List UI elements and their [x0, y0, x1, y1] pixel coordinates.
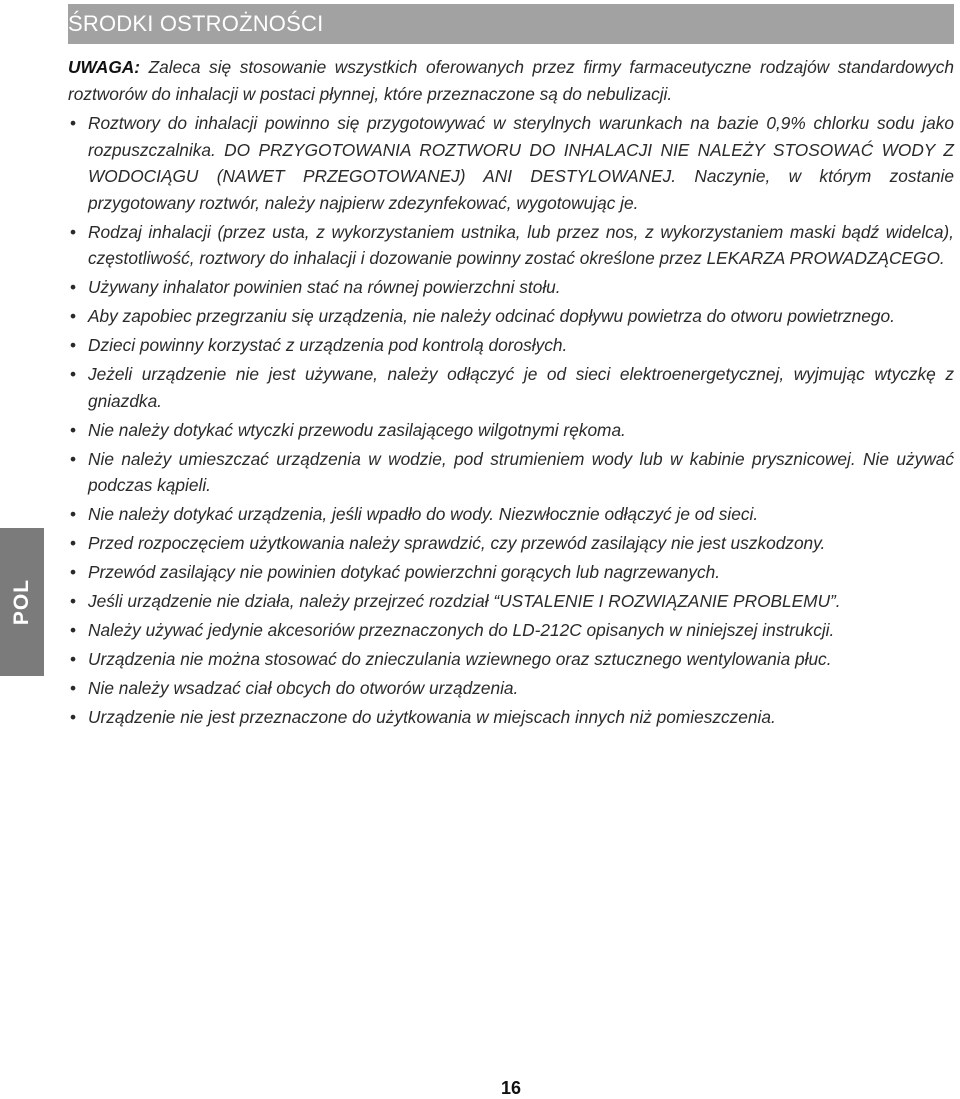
bullet-dot-icon: •: [70, 221, 77, 242]
list-item-text: Nie należy umieszczać urządzenia w wodzie, pod strumieniem wody lub w kabinie prysznicowej. Nie używać podczas kąpieli.: [88, 448, 954, 495]
bullet-dot-icon: •: [70, 591, 77, 611]
section-title: ŚRODKI OSTROŻNOŚCI: [68, 11, 324, 36]
bullet-dot-icon: •: [70, 678, 77, 698]
list-item: [68, 704, 954, 731]
list-item-text: Rodzaj inhalacji (przez usta, z wykorzystaniem ustnika, lub przez nos, z wykorzystaniem maski bądź widelca), częstotliwość, roztwory do inhalacji i dozowanie powinny zostać określone przez LEKARZA PROWADZĄCEGO.: [88, 221, 954, 268]
list-item-text: Roztwory do inhalacji powinno się przygotowywać w sterylnych warunkach na bazie 0,9% chlorku sodu jako rozpuszczalnika. DO PRZYGOTOWANIA ROZTWORU DO INHALACJI NIE NALEŻY STOSOWAĆ WODY Z WODOCIĄGU (NAWET PRZEGOTOWANEJ) ANI DESTYLOWANEJ. Naczynie, w którym zostanie przygotowany roztwór, należy najpierw zdezynfekować, wygotowując je.: [88, 113, 954, 213]
list-item: [68, 219, 954, 272]
list-item: [68, 588, 954, 615]
list-item: [68, 361, 954, 414]
list-item: [68, 617, 954, 644]
bullet-dot-icon: •: [70, 306, 77, 326]
bullet-dot-icon: •: [70, 707, 77, 727]
list-item: [68, 559, 954, 586]
list-item-text: Jeżeli urządzenie nie jest używane, należy odłączyć je od sieci elektroenergetycznej, wyjmując wtyczkę z gniazdka.: [88, 364, 954, 411]
list-item-text: Należy używać jedynie akcesoriów przeznaczonych do LD-212C opisanych w niniejszej instrukcji.: [88, 620, 835, 640]
list-item: [68, 110, 954, 216]
list-item-text: Przed rozpoczęciem użytkowania należy sprawdzić, czy przewód zasilający nie jest uszkodzony.: [88, 533, 826, 553]
bullet-dot-icon: •: [70, 620, 77, 640]
list-item-text: Jeśli urządzenie nie działa, należy przejrzeć rozdział “USTALENIE I ROZWIĄZANIE PROBLEMU”.: [88, 591, 841, 611]
warning-label: UWAGA:: [68, 57, 140, 77]
list-item: [68, 530, 954, 557]
bullet-dot-icon: •: [70, 335, 77, 355]
list-item-text: Przewód zasilający nie powinien dotykać powierzchni gorących lub nagrzewanych.: [88, 562, 721, 582]
list-item-text: Dzieci powinny korzystać z urządzenia pod kontrolą dorosłych.: [88, 335, 568, 355]
list-item: [68, 417, 954, 444]
bullet-dot-icon: •: [70, 504, 77, 524]
bullet-dot-icon: •: [70, 649, 77, 669]
bullet-dot-icon: •: [70, 533, 77, 553]
list-item-text: Używany inhalator powinien stać na równej powierzchni stołu.: [88, 277, 561, 297]
bullet-dot-icon: •: [70, 419, 77, 440]
list-item: [68, 675, 954, 702]
list-item-text: Urządzenia nie można stosować do znieczulania wziewnego oraz sztucznego wentylowania płuc.: [88, 649, 832, 669]
list-item-text: Urządzenie nie jest przeznaczone do użytkowania w miejscach innych niż pomieszczenia.: [88, 707, 776, 727]
bullet-dot-icon: •: [70, 277, 77, 297]
list-item: [68, 332, 954, 359]
page-number: 16: [500, 1078, 522, 1098]
bullet-dot-icon: •: [70, 113, 77, 133]
precautions-content: [68, 54, 954, 733]
list-item: [68, 501, 954, 528]
bullet-dot-icon: •: [70, 364, 77, 384]
warning-paragraph: [68, 54, 954, 107]
precautions-list: [68, 110, 954, 731]
bullet-dot-icon: •: [70, 448, 77, 469]
language-tab-label: POL: [10, 578, 33, 626]
list-item-text: Nie należy dotykać urządzenia, jeśli wpadło do wody. Niezwłocznie odłączyć je od sieci.: [88, 504, 759, 524]
bullet-dot-icon: •: [70, 562, 77, 582]
list-item-text: Nie należy dotykać wtyczki przewodu zasilającego wilgotnymi rękoma.: [88, 419, 626, 440]
list-item: [68, 646, 954, 673]
list-item: [68, 446, 954, 499]
list-item: [68, 303, 954, 330]
warning-text: Zaleca się stosowanie wszystkich oferowanych przez firmy farmaceutyczne rodzajów standardowych roztworów do inhalacji w postaci płynnej, które przeznaczone są do nebulizacji.: [68, 57, 954, 104]
list-item-text: Nie należy wsadzać ciał obcych do otworów urządzenia.: [88, 678, 519, 698]
list-item-text: Aby zapobiec przegrzaniu się urządzenia, nie należy odcinać dopływu powietrza do otworu powietrznego.: [88, 306, 895, 326]
list-item: [68, 274, 954, 301]
